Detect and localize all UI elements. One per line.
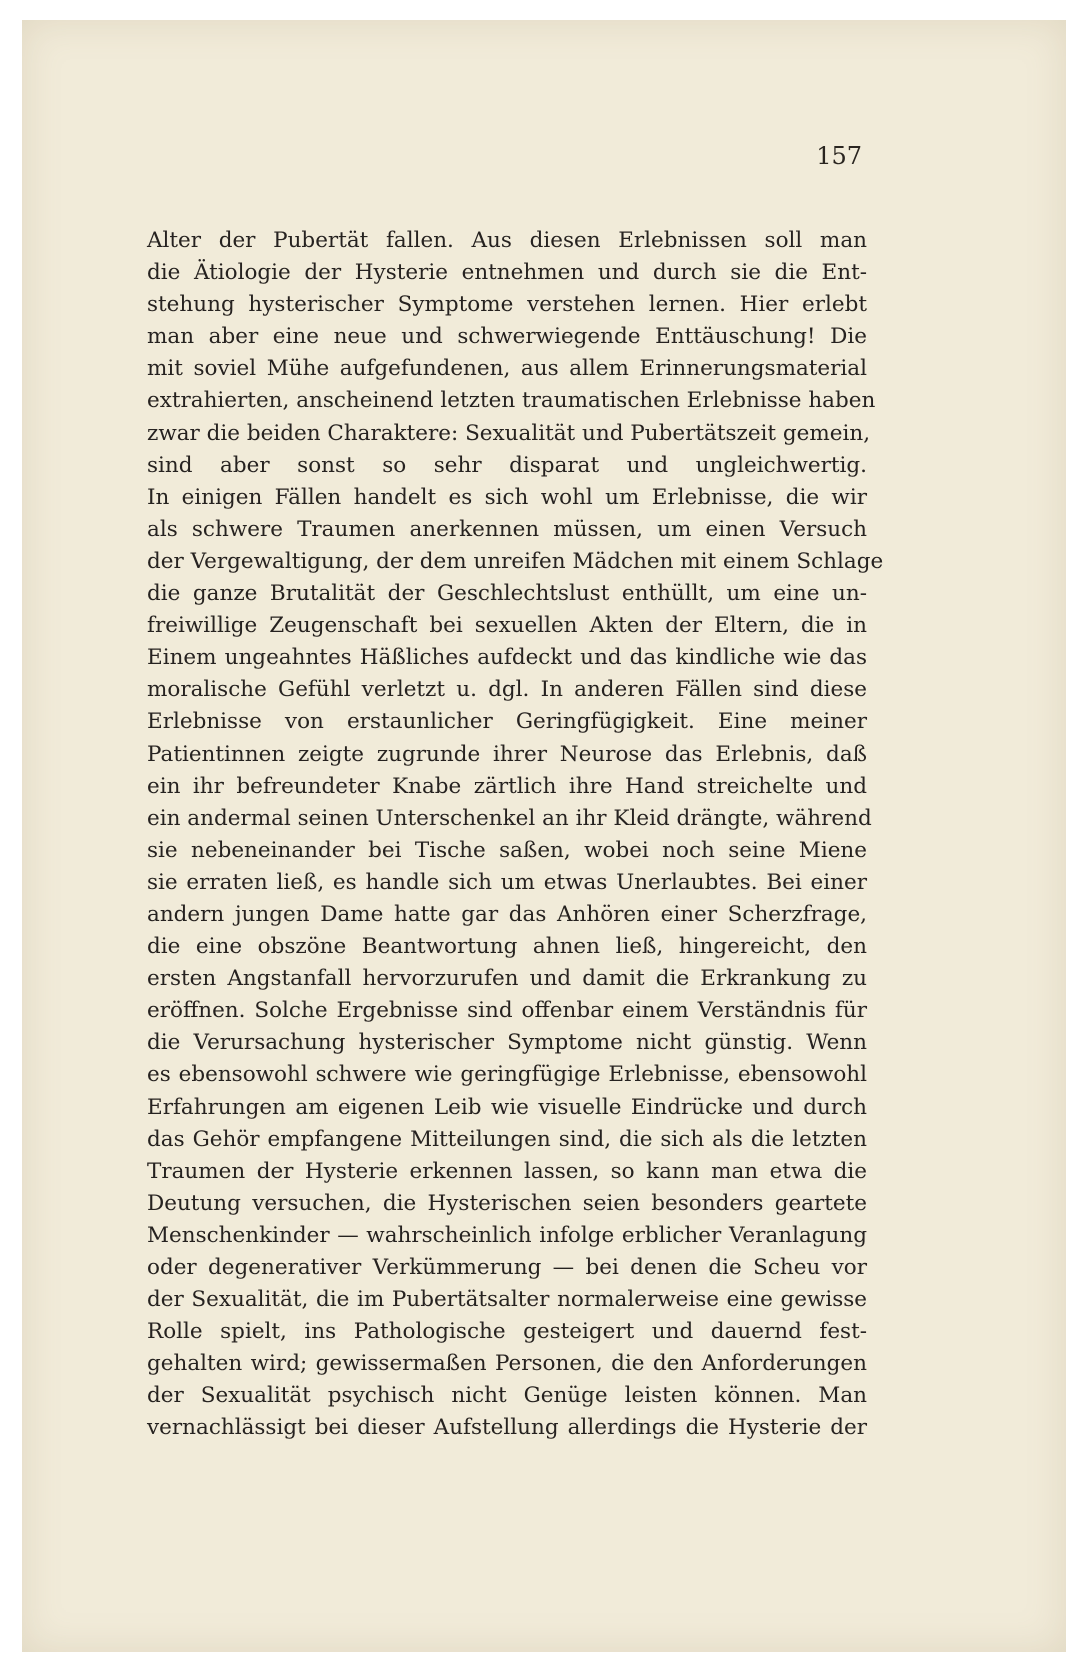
text-line: freiwillige Zeugenschaft bei sexuellen Akten der Eltern, die in [147,613,867,639]
text-line: die ganze Brutalität der Geschlechtslust enthüllt, um eine un- [147,581,867,607]
text-line: gehalten wird; gewissermaßen Personen, die den Anforderungen [147,1351,867,1377]
text-line: Patientinnen zeigte zugrunde ihrer Neurose das Erlebnis, daß [147,741,867,767]
text-line: Erlebnisse von erstaunlicher Geringfügigkeit. Eine meiner [147,709,867,735]
text-line: andern jungen Dame hatte gar das Anhören einer Scherzfrage, [147,901,867,927]
text-line: extrahierten, anscheinend letzten traumatischen Erlebnisse haben [147,388,876,414]
text-line: sind aber sonst so sehr disparat und ungleichwertig. [147,452,867,478]
text-line: zwar die beiden Charaktere: Sexualität und Pubertätszeit gemein, [147,420,871,446]
body-text [147,225,884,1445]
text-line: man aber eine neue und schwerwiegende Enttäuschung! Die [147,324,867,350]
text-line: In einigen Fällen handelt es sich wohl um Erlebnisse, die wir [147,484,867,510]
text-line: die eine obszöne Beantwortung ahnen ließ, hingereicht, den [147,934,867,960]
text-line: Menschenkinder — wahrscheinlich infolge erblicher Veranlagung [147,1222,867,1248]
text-line: ersten Angstanfall hervorzurufen und damit die Erkrankung zu [147,966,867,992]
text-line: moralische Gefühl verletzt u. dgl. In anderen Fällen sind diese [147,677,867,703]
text-line: mit soviel Mühe aufgefundenen, aus allem Erinnerungsmaterial [147,356,867,382]
text-line: der Sexualität, die im Pubertätsalter normalerweise eine gewisse [147,1287,867,1313]
text-line: Einem ungeahntes Häßliches aufdeckt und das kindliche wie das [147,645,867,671]
page-number: 157 [816,142,862,170]
text-line: Traumen der Hysterie erkennen lassen, so kann man etwa die [147,1158,867,1184]
text-line: vernachlässigt bei dieser Aufstellung allerdings die Hysterie der [147,1415,867,1441]
text-line: Deutung versuchen, die Hysterischen seien besonders geartete [147,1190,867,1216]
text-line: das Gehör empfangene Mitteilungen sind, die sich als die letzten [147,1126,867,1152]
text-line: oder degenerativer Verkümmerung — bei denen die Scheu vor [147,1255,867,1280]
text-line: als schwere Traumen anerkennen müssen, um einen Versuch [147,516,867,542]
text-line: eröffnen. Solche Ergebnisse sind offenbar einem Verständnis für [147,998,867,1024]
text-line: Alter der Pubertät fallen. Aus diesen Erlebnissen soll man [147,228,867,253]
text-line: der Vergewaltigung, der dem unreifen Mädchen mit einem Schlage [147,548,884,574]
text-line: sie nebeneinander bei Tische saßen, wobei noch seine Miene [147,837,867,863]
text-line: sie erraten ließ, es handle sich um etwas Unerlaubtes. Bei einer [147,869,867,895]
text-line: Erfahrungen am eigenen Leib wie visuelle Eindrücke und durch [147,1094,867,1120]
text-line: stehung hysterischer Symptome verstehen lernen. Hier erlebt [147,292,867,318]
text-line: ein ihr befreundeter Knabe zärtlich ihre Hand streichelte und [147,773,867,799]
text-line: ein andermal seinen Unterschenkel an ihr Kleid drängte, während [147,805,872,831]
text-line: der Sexualität psychisch nicht Genüge leisten können. Man [147,1383,867,1409]
text-line: die Ätiologie der Hysterie entnehmen und durch sie die Ent- [147,260,867,286]
text-line: Rolle spielt, ins Pathologische gesteigert und dauernd fest- [147,1319,867,1345]
text-line: die Verursachung hysterischer Symptome nicht günstig. Wenn [147,1030,867,1056]
book-page [22,20,1066,1652]
text-line: es ebensowohl schwere wie geringfügige Erlebnisse, ebensowohl [147,1062,867,1088]
